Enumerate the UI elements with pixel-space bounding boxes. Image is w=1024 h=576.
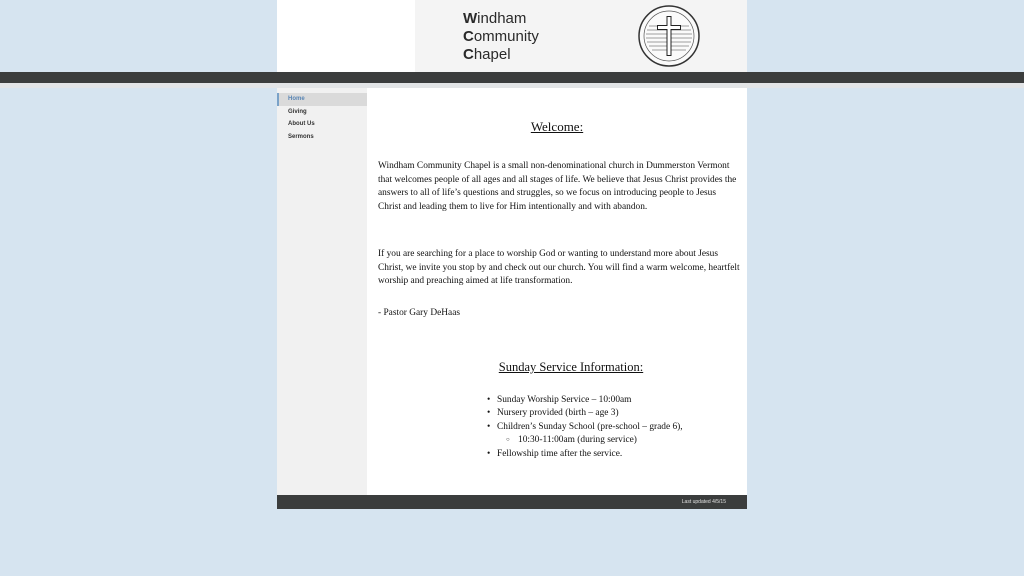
- sidebar-nav: [277, 93, 367, 143]
- service-heading: Sunday Service Information:: [498, 360, 644, 374]
- main-content: [367, 88, 747, 495]
- list-item: • Children’s Sunday School (pre-school – grade 6),: [497, 421, 737, 434]
- service-list: [497, 394, 737, 461]
- sidebar-item-home[interactable]: Home: [277, 93, 367, 106]
- last-updated: Last updated 4/5/15: [681, 499, 726, 505]
- pastor-signature: - Pastor Gary DeHaas: [378, 308, 461, 318]
- header-divider-dark: [0, 72, 1024, 83]
- intro-paragraph: Windham Community Chapel is a small non-denominational church in Dummerston Vermont that welcomes people of all ages and all stages of life. We believe that Jesus Christ provides the answers to all of life’s questions and struggles, so we focus on introducing people to Jesus Christ and leading them to live for Him intentionally and with abandon.: [378, 161, 737, 212]
- cross-seal-icon: [637, 4, 701, 68]
- logo-line-3: Chapel: [463, 46, 511, 63]
- sidebar: [277, 88, 367, 495]
- logo-line-1: Windham: [463, 10, 527, 27]
- footer: [277, 495, 747, 509]
- list-item: • Nursery provided (birth – age 3): [497, 407, 737, 420]
- list-subitem: ○ 10:30-11:00am (during service): [497, 434, 737, 447]
- sidebar-item-sermons[interactable]: Sermons: [288, 133, 314, 140]
- list-item: • Sunday Worship Service – 10:00am: [497, 394, 737, 407]
- welcome-heading: Welcome:: [530, 119, 584, 134]
- sidebar-item-giving[interactable]: Giving: [288, 108, 307, 115]
- list-item: • Fellowship time after the service.: [497, 448, 737, 461]
- logo-line-2: Community: [463, 28, 539, 45]
- site-logo[interactable]: [463, 10, 539, 64]
- sidebar-item-about-us[interactable]: About Us: [288, 121, 315, 127]
- invitation-paragraph: If you are searching for a place to worship God or wanting to understand more about Jesus Christ, we invite you stop by and check out our church. You will find a warm welcome, heartfelt worship and preaching aimed at life transformation.: [378, 249, 740, 286]
